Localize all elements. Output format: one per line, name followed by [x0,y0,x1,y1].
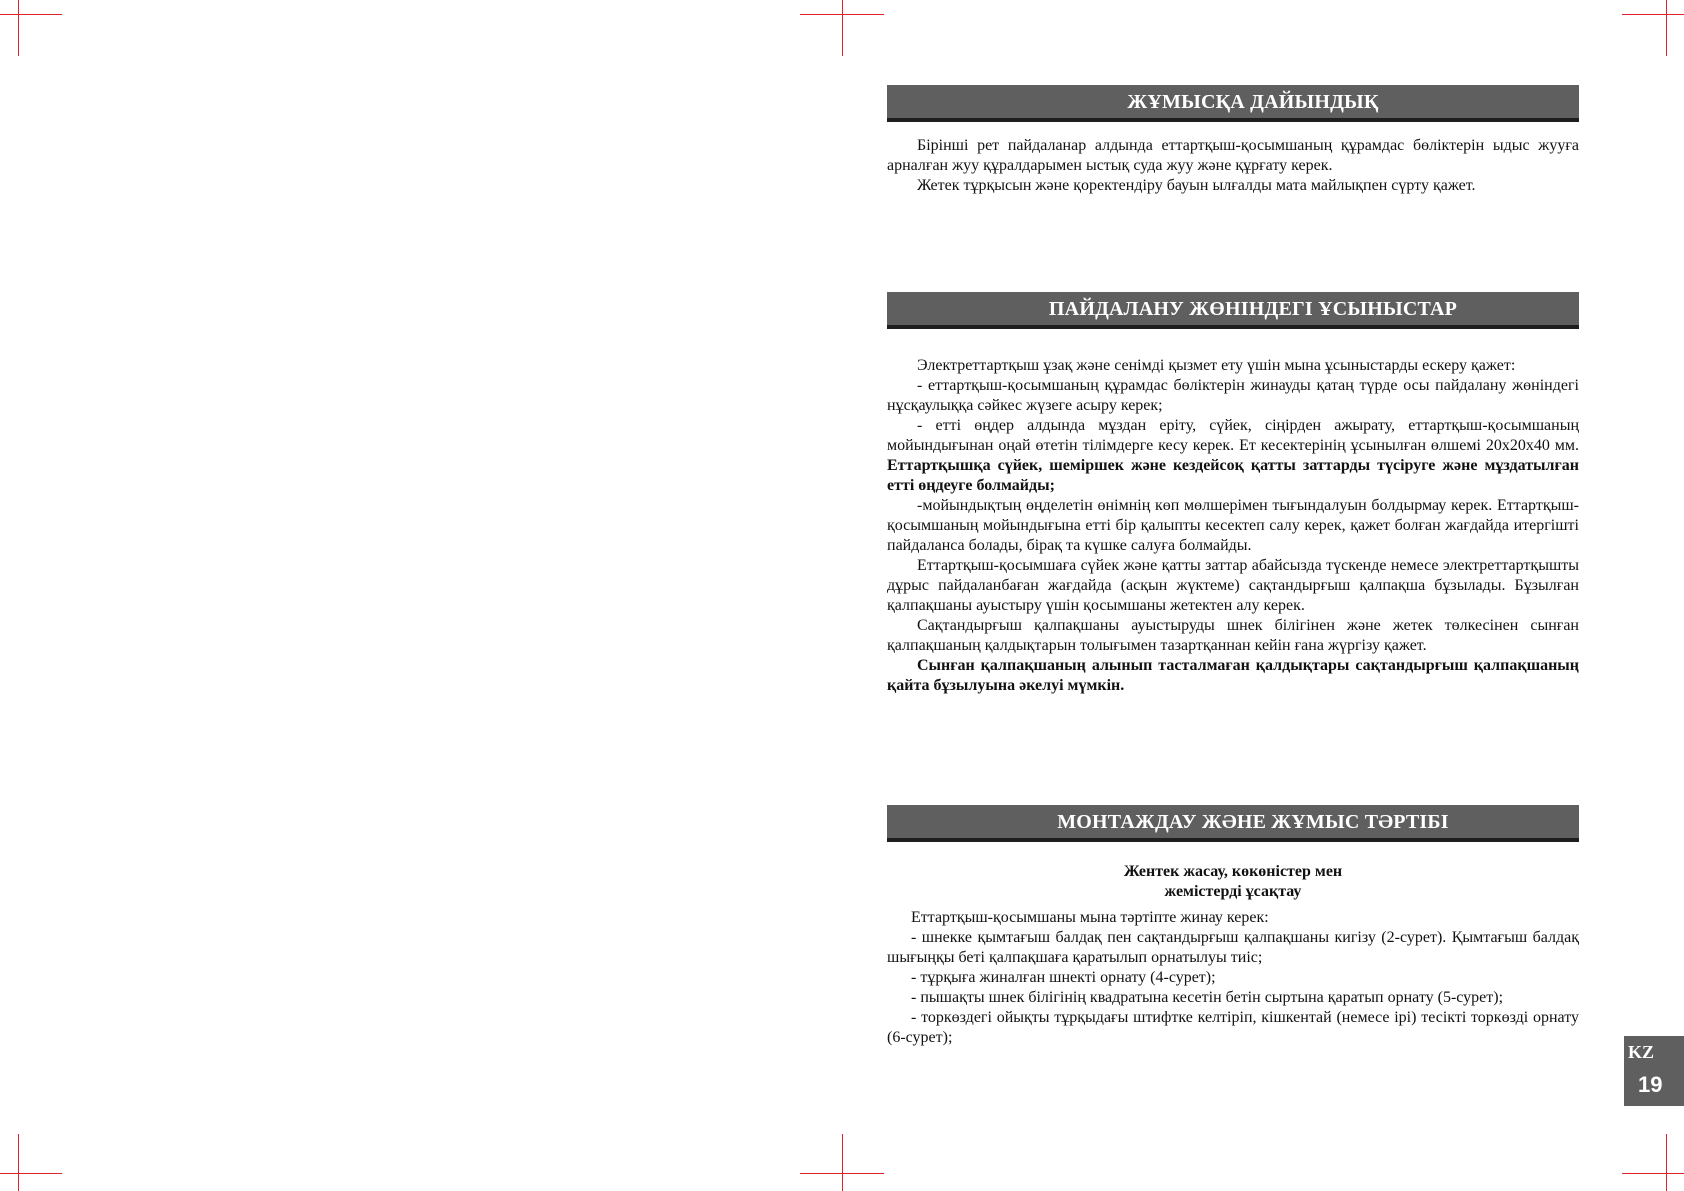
subsection-title-line: жемістерді ұсақтау [1164,883,1302,900]
subsection-title-line: Жентек жасау, көкөністер мен [1123,863,1343,880]
section-title: ПАЙДАЛАНУ ЖӨНІНДЕГІ ҰСЫНЫСТАР [1048,298,1458,320]
section-header-assembly [887,805,1579,842]
crop-mark-bl-h [0,1173,62,1174]
crop-mark-tr-v [1666,0,1667,56]
crop-mark-br-v [1666,1134,1667,1191]
crop-mark-tl-v [18,0,19,56]
paragraph: Сақтандырғыш қалпақшаны ауыстыруды шнек білігінен және жетек төлкесінен сынған қалпақшаның қалдықтарын толығымен тазартқаннан кейін ғана жүргізу қажет. [887,617,1579,654]
page-number: 19 [1638,1072,1663,1097]
warning-text: Сынған қалпақшаның алынып тасталмаған қалдықтары сақтандырғыш қалпақшаның қайта бұзылуына әкелуі мүмкін. [887,657,1579,694]
paragraph: - тұрқыға жиналған шнекті орнату (4-сурет); [911,969,1216,986]
section-body-assembly [887,908,1579,1048]
page-tab [1624,1036,1684,1106]
subsection-title [887,862,1579,902]
paragraph: - пышақты шнек білігінің квадратына кесетін бетін сыртына қаратып орнату (5-сурет); [911,989,1504,1006]
crop-mark-tl-h [0,14,62,15]
section-title: МОНТАЖДАУ ЖӘНЕ ЖҰМЫС ТӘРТІБІ [1057,811,1449,833]
paragraph: -мойындықтың өңделетін өнімнің көп мөлшерімен тығындалуын болдырмау керек. Еттартқыш-қосымшаның мойындығына етті бір қалыпты кесектеп салу керек, қажет болған жағдайда итергішті пайдаланса болады, бірақ та күшке салуға болмайды. [887,497,1579,554]
paragraph-text: - етті өңдер алдында мұздан еріту, сүйек, сіңірден ажырату, еттартқыш-қосымшаның мойындығынан оңай өтетін тілімдерге кесу керек. Ет кесектерінің ұсынылған өлшемі 20х20х40 мм. [887,417,1579,454]
section-body-preparation [887,136,1579,196]
crop-mark-br-h [1622,1173,1684,1174]
crop-mark-bc-v [842,1134,843,1191]
paragraph: - торкөздегі ойықты тұрқыдағы штифтке келтіріп, кішкентай (немесе ірі) тесікті торкөзді орнату (6-сурет); [887,1009,1579,1046]
section-header-usage [887,292,1579,329]
crop-mark-bl-v [18,1134,19,1191]
paragraph: Электреттартқыш ұзақ және сенімді қызмет ету үшін мына ұсыныстарды ескеру қажет: [917,357,1516,374]
crop-mark-tr-h [1622,14,1684,15]
section-title: ЖҰМЫСҚА ДАЙЫНДЫҚ [1127,91,1379,113]
paragraph: - шнекке қымтағыш балдақ пен сақтандырғыш қалпақшаны кигізу (2-сурет). Қымтағыш балдақ шығыңқы беті қалпақшаға қаратылып орнатылуы тиіс; [887,929,1579,966]
warning-text: Еттартқышқа сүйек, шеміршек және кездейсоқ қатты заттарды түсіруге және мұздатылған етті өңдеуге болмайды; [887,457,1579,494]
paragraph [887,656,1579,696]
language-code: KZ [1628,1042,1655,1062]
paragraph: Еттартқыш-қосымшаға сүйек және қатты заттар абайсызда түскенде немесе электреттартқышты дұрыс пайдаланбаған жағдайда (асқын жүктеме) сақтандырғыш қалпақша бұзылады. Бұзылған қалпақшаны ауыстыру үшін қосымшаны жетектен алу керек. [887,557,1579,614]
paragraph [887,416,1579,496]
paragraph: - еттартқыш-қосымшаның құрамдас бөліктерін жинауды қатаң түрде осы пайдалану жөніндегі нұсқаулыққа сәйкес жүзеге асыру керек; [887,377,1579,414]
section-header-preparation [887,85,1579,122]
paragraph: Еттартқыш-қосымшаны мына тәртіпте жинау керек: [911,909,1269,926]
paragraph: Бірінші рет пайдаланар алдында еттартқыш-қосымшаның құрамдас бөліктерін ыдыс жууға арналған жуу құралдарымен ыстық суда жуу және құрғату керек. [887,137,1579,174]
paragraph: Жетек тұрқысын және қоректендіру бауын ылғалды мата майлықпен сүрту қажет. [917,177,1476,194]
section-body-usage [887,356,1579,696]
crop-mark-tc-v [842,0,843,56]
